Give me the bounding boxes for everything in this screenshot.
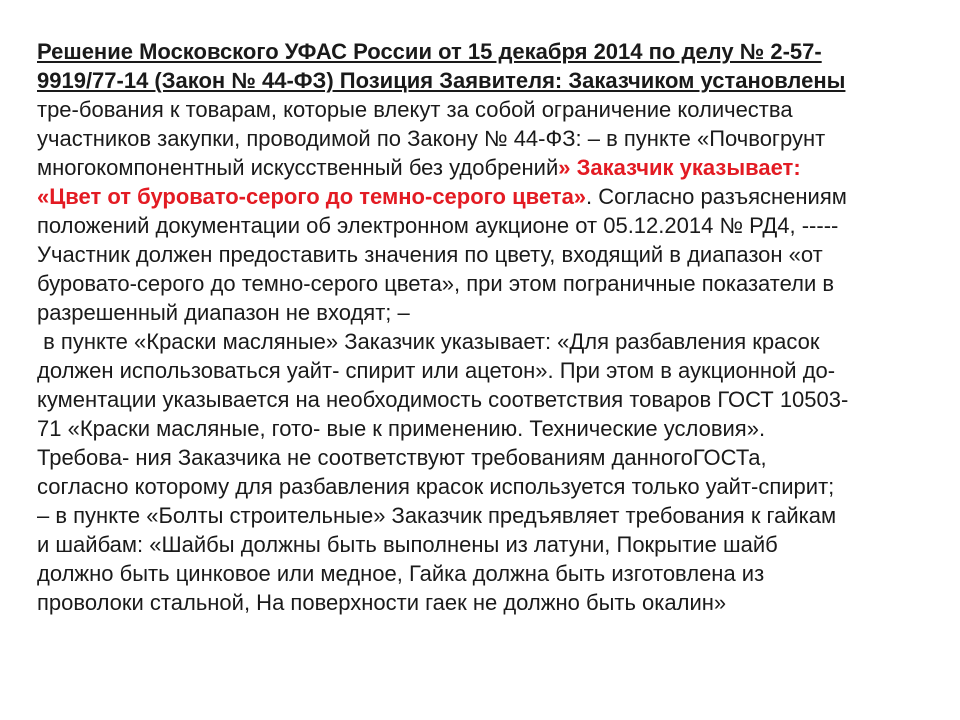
body-line-18: проволоки стальной, На поверхности гаек не должно быть окалин» [37, 590, 727, 615]
body-line-3 [37, 153, 927, 182]
heading-line-1: Решение Московского УФАС России от 15 декабря 2014 по делу № 2-57- [37, 39, 822, 64]
slide-text-block [37, 37, 927, 617]
body-line-2: участников закупки, проводимой по Закону № 44-ФЗ: – в пункте «Почвогрунт [37, 126, 826, 151]
body-line-7: буровато-серого до темно-серого цвета», при этом пограничные показатели в [37, 271, 835, 296]
body-line-6: Участник должен предоставить значения по цвету, входящий в диапазон «от [37, 242, 823, 267]
heading-line-2: 9919/77-14 (Закон № 44-ФЗ) Позиция Заявителя: Заказчиком установлены [37, 68, 846, 93]
color-requirement-highlight: «Цвет от буровато-серого до темно-серого цвета» [37, 184, 587, 209]
body-line-5: положений документации об электронном аукционе от 05.12.2014 № РД4, ----- [37, 213, 839, 238]
line-4-suffix: . Согласно разъяснениям [586, 184, 847, 209]
body-line-13: Требова- ния Заказчика не соответствуют требованиям данногоГОСТа, [37, 445, 767, 470]
body-line-16: и шайбам: «Шайбы должны быть выполнены из латуни, Покрытие шайб [37, 532, 778, 557]
body-line-9: в пункте «Краски масляные» Заказчик указывает: «Для разбавления красок [37, 329, 820, 354]
body-line-17: должно быть цинковое или медное, Гайка должна быть изготовлена из [37, 561, 765, 586]
customer-states-highlight: » Заказчик указывает: [558, 155, 801, 180]
body-line-14: согласно которому для разбавления красок используется только уайт-спирит; [37, 474, 835, 499]
body-line-15: – в пункте «Болты строительные» Заказчик предъявляет требования к гайкам [37, 503, 837, 528]
body-line-1: тре-бования к товарам, которые влекут за собой ограничение количества [37, 97, 793, 122]
line-3-prefix: многокомпонентный искусственный без удобрений [37, 155, 559, 180]
body-line-12: 71 «Краски масляные, гото- вые к применению. Технические условия». [37, 416, 766, 441]
body-line-10: должен использоваться уайт- спирит или ацетон». При этом в аукционной до- [37, 358, 836, 383]
body-line-8: разрешенный диапазон не входят; – [37, 300, 410, 325]
body-line-4 [37, 182, 927, 211]
body-line-11: кументации указывается на необходимость соответствия товаров ГОСТ 10503- [37, 387, 849, 412]
